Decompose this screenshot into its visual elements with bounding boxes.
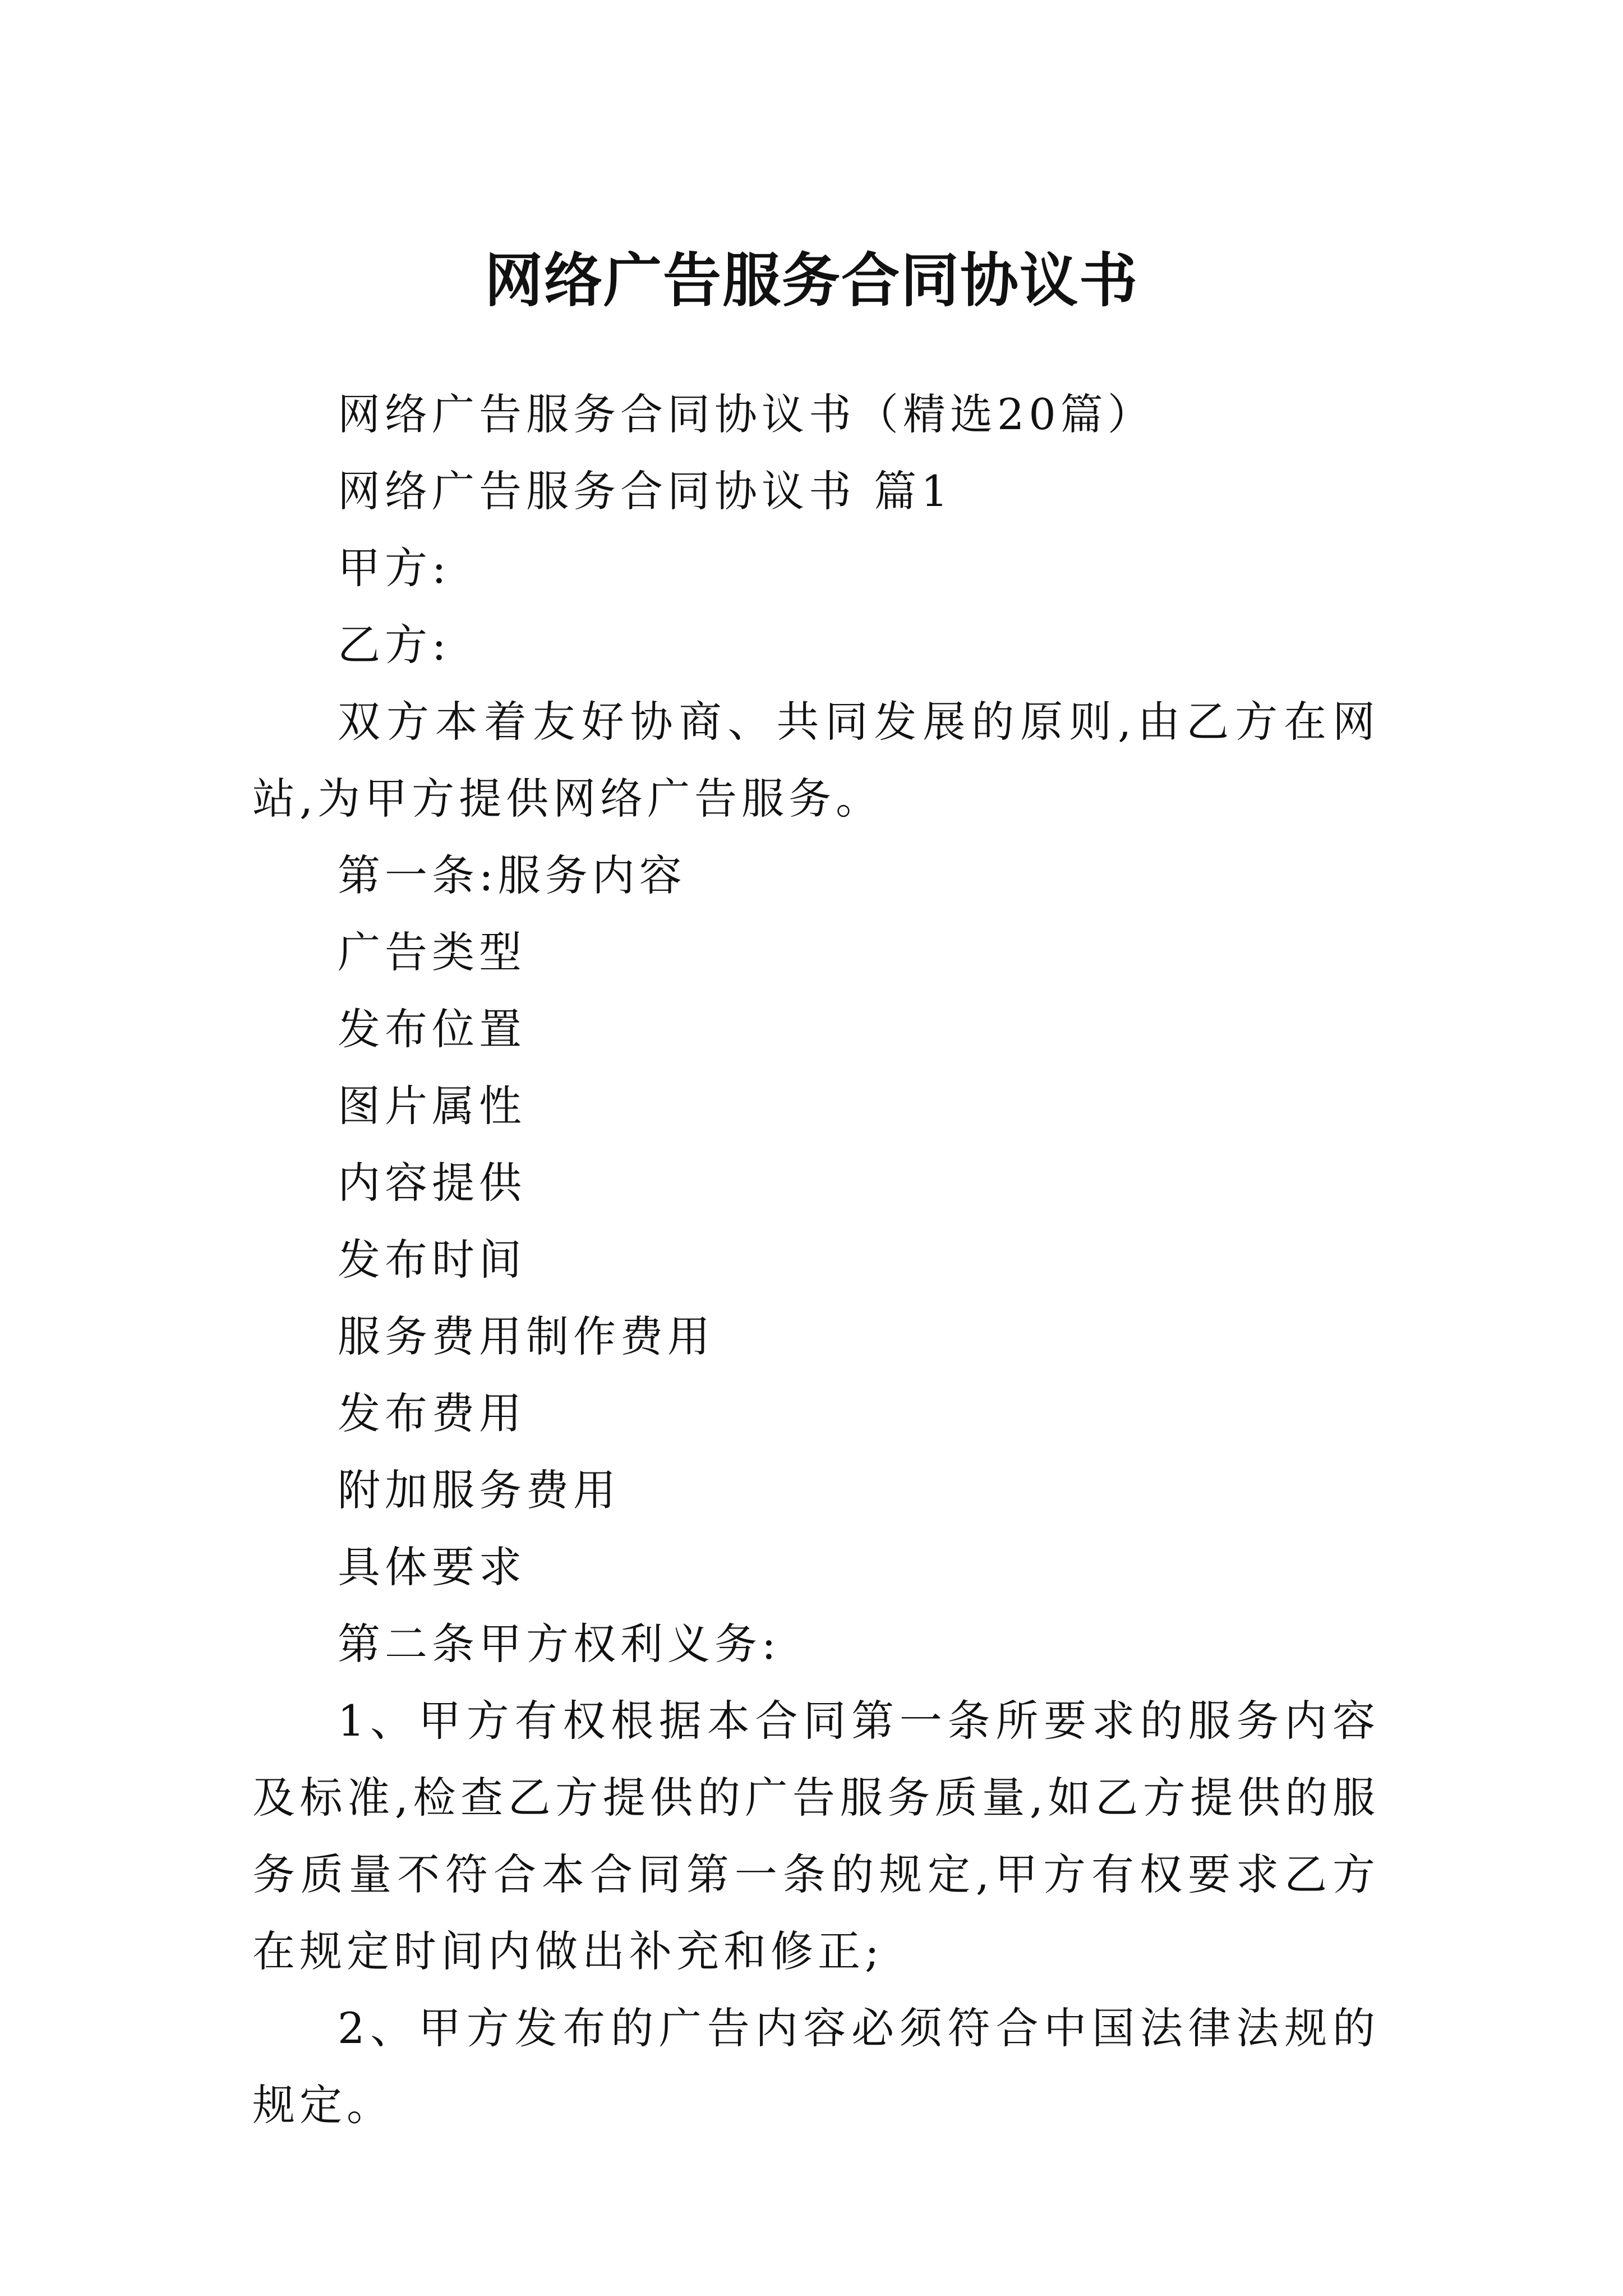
list-item: 附加服务费用 [338,1465,620,1515]
party-b-label: 乙方: [338,620,451,670]
list-item: 图片属性 [338,1081,526,1131]
list-item: 服务费用制作费用 [338,1312,714,1361]
list-item: 发布费用 [338,1388,526,1438]
document-title: 网络广告服务合同协议书 [484,245,1138,315]
article-2-heading: 第二条甲方权利义务: [338,1619,781,1669]
list-item: 内容提供 [338,1158,526,1208]
article-1-heading: 第一条:服务内容 [338,850,686,900]
list-item: 广告类型 [338,927,526,977]
subtitle-paragraph: 网络广告服务合同协议书（精选20篇） [338,389,1155,439]
list-item: 具体要求 [338,1542,526,1592]
section-heading: 网络广告服务合同协议书 篇1 [338,466,953,516]
clause-paragraph: 2、甲方发布的广告内容必须符合中国法律法规的规定。 [252,2003,1380,2130]
document-body [252,376,1380,2143]
party-a-label: 甲方: [338,543,451,593]
preamble-paragraph: 双方本着友好协商、共同发展的原则,由乙方在网站,为甲方提供网络广告服务。 [252,697,1380,823]
list-item: 发布位置 [338,1004,526,1054]
clause-paragraph: 1、甲方有权根据本合同第一条所要求的服务内容及标准,检查乙方提供的广告服务质量,如乙方提供的服务质量不符合本合同第一条的规定,甲方有权要求乙方在规定时间内做出补充和修正; [252,1696,1380,1976]
list-item: 发布时间 [338,1235,526,1285]
